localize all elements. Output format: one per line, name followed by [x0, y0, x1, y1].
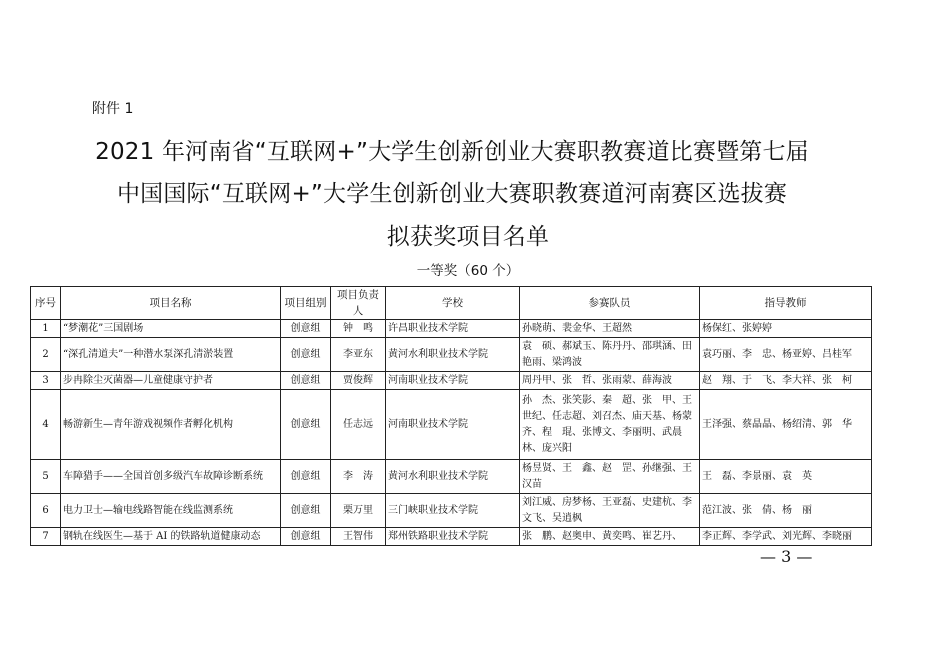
title-line-2: 中国国际“互联网+”大学生创新创业大赛职教赛道河南赛区选拔赛	[116, 181, 788, 207]
table-row	[31, 460, 872, 494]
cell-teachers: 李正辉、李学武、刘光辉、李晓丽	[700, 528, 872, 546]
cell-group: 创意组	[281, 320, 331, 338]
table-row	[31, 494, 872, 528]
cell-teachers: 袁巧丽、李 忠、杨亚婷、吕桂军	[700, 338, 872, 372]
cell-project-name: 车障猎手——全国首创多级汽车故障诊断系统	[61, 460, 281, 494]
cell-group: 创意组	[281, 494, 331, 528]
table-row	[31, 338, 872, 372]
cell-school: 黄河水利职业技术学院	[386, 338, 520, 372]
cell-project-name: “梦潮花”三国剧场	[61, 320, 281, 338]
cell-leader: 栗万里	[331, 494, 386, 528]
cell-school: 黄河水利职业技术学院	[386, 460, 520, 494]
cell-no: 3	[31, 372, 61, 390]
cell-leader: 钟 鸣	[331, 320, 386, 338]
cell-leader: 任志远	[331, 390, 386, 460]
cell-group: 创意组	[281, 390, 331, 460]
cell-leader: 王智伟	[331, 528, 386, 546]
cell-school: 郑州铁路职业技术学院	[386, 528, 520, 546]
cell-members: 杨昱贤、王 鑫、赵 罡、孙继强、王汉苗	[520, 460, 700, 494]
cell-teachers: 范江波、张 倩、杨 丽	[700, 494, 872, 528]
title-line-3: 拟获奖项目名单	[386, 224, 550, 250]
cell-members: 刘江威、房梦杨、王亚磊、史建杭、李文飞、吴逍枫	[520, 494, 700, 528]
page-number: — 3 —	[760, 547, 813, 566]
cell-project-name: 钢轨在线医生—基于 AI 的铁路轨道健康动态	[61, 528, 281, 546]
cell-members: 周丹甲、张 哲、张雨蒙、薛海波	[520, 372, 700, 390]
cell-group: 创意组	[281, 460, 331, 494]
cell-teachers: 杨保红、张婷婷	[700, 320, 872, 338]
cell-no: 1	[31, 320, 61, 338]
cell-no: 5	[31, 460, 61, 494]
cell-members: 袁 硕、郝斌玉、陈丹丹、邵琪涵、田艳雨、梁鸿波	[520, 338, 700, 372]
cell-no: 7	[31, 528, 61, 546]
cell-leader: 李亚东	[331, 338, 386, 372]
cell-members: 孙 杰、张笑影、秦 超、张 甲、王世纪、任志超、刘召杰、庙天基、杨蒙齐、程 琨、张博文、李丽明、武晨林、庞兴阳	[520, 390, 700, 460]
cell-members: 孙晓萌、裴金华、王超然	[520, 320, 700, 338]
table-row	[31, 390, 872, 460]
cell-group: 创意组	[281, 528, 331, 546]
cell-project-name: 步冉除尘灭菌器—儿童健康守护者	[61, 372, 281, 390]
cell-project-name: 畅游新生—青年游戏视频作者孵化机构	[61, 390, 281, 460]
column-header-group: 项目组别	[281, 287, 331, 320]
table-header-row	[31, 287, 872, 320]
cell-project-name: “深孔清道夫”一种潜水泵深孔清淤装置	[61, 338, 281, 372]
cell-no: 6	[31, 494, 61, 528]
award-level-heading: 一等奖（60 个）	[416, 263, 520, 279]
column-header-no: 序号	[31, 287, 61, 320]
cell-members: 张 鹏、赵奥申、黄奕鸣、崔艺丹、	[520, 528, 700, 546]
cell-teachers: 王泽强、蔡晶晶、杨绍清、郭 华	[700, 390, 872, 460]
table-row	[31, 528, 872, 546]
award-table	[30, 286, 872, 546]
cell-school: 河南职业技术学院	[386, 390, 520, 460]
cell-no: 4	[31, 390, 61, 460]
cell-project-name: 电力卫士—输电线路智能在线监测系统	[61, 494, 281, 528]
cell-group: 创意组	[281, 372, 331, 390]
cell-group: 创意组	[281, 338, 331, 372]
table-row	[31, 320, 872, 338]
column-header-members: 参赛队员	[520, 287, 700, 320]
cell-school: 三门峡职业技术学院	[386, 494, 520, 528]
cell-leader: 李 涛	[331, 460, 386, 494]
cell-leader: 贾俊辉	[331, 372, 386, 390]
column-header-school: 学校	[386, 287, 520, 320]
cell-school: 许昌职业技术学院	[386, 320, 520, 338]
column-header-teachers: 指导教师	[700, 287, 872, 320]
column-header-leader: 项目负责人	[331, 287, 386, 320]
attachment-label: 附件 1	[92, 101, 134, 117]
cell-no: 2	[31, 338, 61, 372]
column-header-name: 项目名称	[61, 287, 281, 320]
cell-school: 河南职业技术学院	[386, 372, 520, 390]
table-row	[31, 372, 872, 390]
cell-teachers: 王 磊、李景丽、袁 英	[700, 460, 872, 494]
cell-teachers: 赵 翔、于 飞、李大祥、张 柯	[700, 372, 872, 390]
title-line-1: 2021 年河南省“互联网+”大学生创新创业大赛职教赛道比赛暨第七届	[95, 139, 809, 165]
